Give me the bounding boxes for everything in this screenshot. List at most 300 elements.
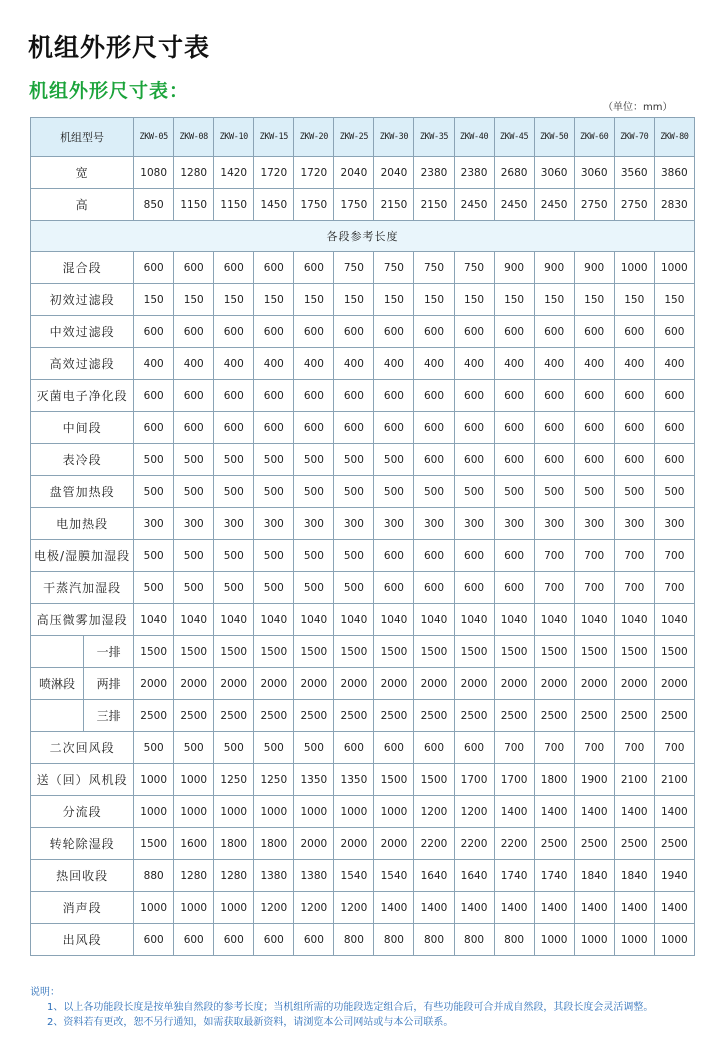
table-cell: 2000 xyxy=(614,668,654,700)
table-cell: 600 xyxy=(454,444,494,476)
spray-sub-label: 一排 xyxy=(96,645,121,659)
table-cell: 1200 xyxy=(414,796,454,828)
table-cell: 700 xyxy=(654,540,694,572)
model-column-header: ZKW-25 xyxy=(334,118,374,157)
table-cell: 1040 xyxy=(494,604,534,636)
table-cell: 300 xyxy=(214,508,254,540)
table-cell: 600 xyxy=(614,412,654,444)
table-cell: 600 xyxy=(654,380,694,412)
model-header-label: 机组型号 xyxy=(31,118,134,157)
table-cell: 400 xyxy=(574,348,614,380)
table-cell: 150 xyxy=(534,284,574,316)
table-row xyxy=(31,444,695,476)
table-cell: 2500 xyxy=(214,700,254,732)
table-cell: 3560 xyxy=(614,157,654,189)
table-cell: 1500 xyxy=(414,764,454,796)
table-cell: 300 xyxy=(294,508,334,540)
table-cell: 1400 xyxy=(574,796,614,828)
table-cell: 800 xyxy=(414,924,454,956)
row-label: 表冷段 xyxy=(31,444,134,476)
table-cell: 500 xyxy=(334,540,374,572)
table-cell: 1500 xyxy=(574,636,614,668)
table-cell: 900 xyxy=(494,252,534,284)
table-cell: 1380 xyxy=(254,860,294,892)
table-cell: 150 xyxy=(574,284,614,316)
table-cell: 1000 xyxy=(134,796,174,828)
table-row xyxy=(31,860,695,892)
table-cell: 500 xyxy=(134,572,174,604)
table-row xyxy=(31,828,695,860)
dimension-table xyxy=(30,117,695,956)
table-cell: 1200 xyxy=(454,796,494,828)
table-cell: 500 xyxy=(134,540,174,572)
table-cell: 1400 xyxy=(654,796,694,828)
table-cell: 600 xyxy=(494,572,534,604)
table-cell: 2500 xyxy=(134,700,174,732)
table-cell: 1420 xyxy=(214,157,254,189)
table-cell: 900 xyxy=(574,252,614,284)
table-row xyxy=(31,892,695,924)
table-cell: 1350 xyxy=(294,764,334,796)
table-cell: 400 xyxy=(654,348,694,380)
table-cell: 2500 xyxy=(454,700,494,732)
table-cell: 400 xyxy=(214,348,254,380)
table-cell: 2500 xyxy=(494,700,534,732)
table-cell: 750 xyxy=(414,252,454,284)
table-cell: 600 xyxy=(174,412,214,444)
table-cell: 500 xyxy=(174,476,214,508)
table-cell: 500 xyxy=(254,732,294,764)
table-cell: 700 xyxy=(534,732,574,764)
table-cell: 1500 xyxy=(294,636,334,668)
table-cell: 2000 xyxy=(374,828,414,860)
table-cell: 1080 xyxy=(134,157,174,189)
table-cell: 1500 xyxy=(414,636,454,668)
table-cell: 1350 xyxy=(334,764,374,796)
table-row xyxy=(31,157,695,189)
table-cell: 1400 xyxy=(414,892,454,924)
table-cell: 600 xyxy=(134,412,174,444)
table-cell: 600 xyxy=(414,732,454,764)
table-cell: 1150 xyxy=(174,189,214,221)
table-cell: 1500 xyxy=(174,636,214,668)
table-cell: 500 xyxy=(614,476,654,508)
table-cell: 1040 xyxy=(294,604,334,636)
table-cell: 2750 xyxy=(614,189,654,221)
table-row xyxy=(31,316,695,348)
table-cell: 700 xyxy=(654,732,694,764)
table-row xyxy=(31,412,695,444)
table-cell: 500 xyxy=(534,476,574,508)
table-cell: 300 xyxy=(574,508,614,540)
table-cell: 2200 xyxy=(414,828,454,860)
table-cell: 600 xyxy=(294,316,334,348)
table-cell: 800 xyxy=(494,924,534,956)
table-row xyxy=(31,476,695,508)
table-cell: 1720 xyxy=(294,157,334,189)
table-cell: 600 xyxy=(574,412,614,444)
table-cell: 2150 xyxy=(374,189,414,221)
model-column-header: ZKW-50 xyxy=(534,118,574,157)
table-cell: 300 xyxy=(494,508,534,540)
table-cell: 400 xyxy=(174,348,214,380)
table-cell: 300 xyxy=(654,508,694,540)
table-row xyxy=(31,732,695,764)
table-cell: 2100 xyxy=(654,764,694,796)
table-cell: 1500 xyxy=(254,636,294,668)
table-cell: 2500 xyxy=(374,700,414,732)
table-cell: 1500 xyxy=(134,828,174,860)
table-row xyxy=(31,924,695,956)
table-cell: 1000 xyxy=(214,892,254,924)
table-cell: 1500 xyxy=(494,636,534,668)
table-cell: 600 xyxy=(334,412,374,444)
table-cell: 1000 xyxy=(534,924,574,956)
table-cell: 600 xyxy=(254,316,294,348)
spray-sub-label: 两排 xyxy=(96,677,121,691)
table-cell: 1700 xyxy=(454,764,494,796)
table-cell: 400 xyxy=(134,348,174,380)
table-cell: 500 xyxy=(174,540,214,572)
table-cell: 1040 xyxy=(254,604,294,636)
table-cell: 750 xyxy=(374,252,414,284)
row-label: 热回收段 xyxy=(31,860,134,892)
table-cell: 500 xyxy=(294,732,334,764)
table-cell: 600 xyxy=(174,316,214,348)
table-cell: 1000 xyxy=(614,924,654,956)
notes xyxy=(30,985,702,1030)
table-cell: 600 xyxy=(254,924,294,956)
table-cell: 300 xyxy=(414,508,454,540)
table-cell: 700 xyxy=(654,572,694,604)
table-cell: 150 xyxy=(294,284,334,316)
table-cell: 600 xyxy=(494,380,534,412)
table-cell: 600 xyxy=(374,572,414,604)
table-cell: 600 xyxy=(614,380,654,412)
table-cell: 400 xyxy=(374,348,414,380)
table-cell: 1040 xyxy=(454,604,494,636)
table-cell: 1500 xyxy=(534,636,574,668)
model-column-header: ZKW-45 xyxy=(494,118,534,157)
table-cell: 700 xyxy=(614,572,654,604)
notes-heading: 说明： xyxy=(30,987,60,998)
table-cell: 500 xyxy=(654,476,694,508)
table-row xyxy=(31,380,695,412)
table-cell: 300 xyxy=(174,508,214,540)
row-label: 消声段 xyxy=(31,892,134,924)
table-cell: 2000 xyxy=(574,668,614,700)
table-cell: 500 xyxy=(334,572,374,604)
table-cell: 500 xyxy=(254,444,294,476)
model-column-header: ZKW-10 xyxy=(214,118,254,157)
table-cell: 1040 xyxy=(534,604,574,636)
table-cell: 2000 xyxy=(294,828,334,860)
table-cell: 1280 xyxy=(174,860,214,892)
table-cell: 600 xyxy=(254,380,294,412)
section-header-row xyxy=(31,221,695,252)
table-cell: 600 xyxy=(414,444,454,476)
table-cell: 1040 xyxy=(574,604,614,636)
table-cell: 1750 xyxy=(334,189,374,221)
table-cell: 600 xyxy=(294,412,334,444)
table-cell: 600 xyxy=(374,540,414,572)
model-column-header: ZKW-70 xyxy=(614,118,654,157)
table-cell: 2000 xyxy=(174,668,214,700)
table-cell: 2500 xyxy=(614,828,654,860)
table-cell: 300 xyxy=(334,508,374,540)
table-cell: 700 xyxy=(574,572,614,604)
table-cell: 600 xyxy=(334,380,374,412)
spray-group-label xyxy=(31,700,84,731)
table-cell: 2830 xyxy=(654,189,694,221)
table-cell: 2500 xyxy=(254,700,294,732)
table-cell: 500 xyxy=(214,540,254,572)
model-column-header: ZKW-20 xyxy=(294,118,334,157)
table-cell: 2500 xyxy=(654,828,694,860)
table-row xyxy=(31,668,695,700)
table-cell: 1540 xyxy=(334,860,374,892)
table-cell: 750 xyxy=(334,252,374,284)
table-cell: 1000 xyxy=(614,252,654,284)
table-cell: 2450 xyxy=(534,189,574,221)
table-cell: 600 xyxy=(414,412,454,444)
table-cell: 150 xyxy=(374,284,414,316)
table-cell: 900 xyxy=(534,252,574,284)
table-cell: 2500 xyxy=(654,700,694,732)
table-cell: 1400 xyxy=(494,796,534,828)
table-cell: 1720 xyxy=(254,157,294,189)
table-cell: 2500 xyxy=(334,700,374,732)
table-cell: 500 xyxy=(494,476,534,508)
table-cell: 1000 xyxy=(294,796,334,828)
table-cell: 1250 xyxy=(254,764,294,796)
table-cell: 150 xyxy=(494,284,534,316)
table-cell: 600 xyxy=(134,924,174,956)
table-cell: 600 xyxy=(654,444,694,476)
table-cell: 400 xyxy=(614,348,654,380)
spray-group-label xyxy=(31,636,84,667)
table-cell: 600 xyxy=(454,380,494,412)
row-label: 高效过滤段 xyxy=(31,348,134,380)
table-cell: 500 xyxy=(254,572,294,604)
table-cell: 600 xyxy=(134,316,174,348)
table-cell: 1400 xyxy=(614,796,654,828)
table-row xyxy=(31,540,695,572)
table-cell: 1450 xyxy=(254,189,294,221)
table-cell: 1640 xyxy=(414,860,454,892)
table-cell: 2500 xyxy=(294,700,334,732)
table-cell: 400 xyxy=(414,348,454,380)
note-item: 2、资料若有更改，恕不另行通知，如需获取最新资料，请浏览本公司网站或与本公司联系。 xyxy=(47,1017,454,1028)
table-cell: 1280 xyxy=(174,157,214,189)
table-cell: 2000 xyxy=(214,668,254,700)
table-cell: 1500 xyxy=(134,636,174,668)
table-cell: 500 xyxy=(214,444,254,476)
table-cell: 500 xyxy=(294,540,334,572)
table-cell: 600 xyxy=(414,540,454,572)
table-cell: 300 xyxy=(254,508,294,540)
table-cell: 400 xyxy=(334,348,374,380)
table-cell: 2000 xyxy=(254,668,294,700)
row-label: 灭菌电子净化段 xyxy=(31,380,134,412)
row-label: 高压微雾加湿段 xyxy=(31,604,134,636)
row-label: 电加热段 xyxy=(31,508,134,540)
spray-label-cell xyxy=(31,636,134,668)
table-cell: 600 xyxy=(214,380,254,412)
table-cell: 1380 xyxy=(294,860,334,892)
row-label: 干蒸汽加湿段 xyxy=(31,572,134,604)
table-cell: 600 xyxy=(654,412,694,444)
table-cell: 2500 xyxy=(534,700,574,732)
table-cell: 1040 xyxy=(614,604,654,636)
table-cell: 1200 xyxy=(334,892,374,924)
section-title: 机组外形尺寸表： xyxy=(29,80,190,102)
table-cell: 2000 xyxy=(334,668,374,700)
table-cell: 150 xyxy=(134,284,174,316)
table-cell: 1940 xyxy=(654,860,694,892)
table-cell: 1600 xyxy=(174,828,214,860)
table-cell: 600 xyxy=(174,380,214,412)
row-label: 二次回风段 xyxy=(31,732,134,764)
table-cell: 1000 xyxy=(174,796,214,828)
table-row xyxy=(31,284,695,316)
table-cell: 1280 xyxy=(214,860,254,892)
table-cell: 1400 xyxy=(534,892,574,924)
table-cell: 600 xyxy=(654,316,694,348)
table-cell: 2000 xyxy=(134,668,174,700)
table-cell: 600 xyxy=(254,412,294,444)
table-cell: 850 xyxy=(134,189,174,221)
table-cell: 2450 xyxy=(494,189,534,221)
table-cell: 400 xyxy=(454,348,494,380)
table-cell: 600 xyxy=(334,732,374,764)
table-cell: 300 xyxy=(534,508,574,540)
table-cell: 600 xyxy=(454,412,494,444)
table-cell: 1400 xyxy=(574,892,614,924)
table-cell: 2450 xyxy=(454,189,494,221)
row-label: 分流段 xyxy=(31,796,134,828)
table-cell: 600 xyxy=(574,316,614,348)
table-cell: 2000 xyxy=(494,668,534,700)
table-row xyxy=(31,604,695,636)
table-cell: 150 xyxy=(174,284,214,316)
row-label: 盘管加热段 xyxy=(31,476,134,508)
table-cell: 700 xyxy=(614,540,654,572)
table-cell: 500 xyxy=(174,572,214,604)
table-cell: 500 xyxy=(294,572,334,604)
table-cell: 150 xyxy=(454,284,494,316)
table-cell: 600 xyxy=(574,444,614,476)
table-cell: 600 xyxy=(454,540,494,572)
table-cell: 600 xyxy=(174,252,214,284)
table-cell: 1000 xyxy=(374,796,414,828)
table-cell: 150 xyxy=(414,284,454,316)
model-column-header: ZKW-15 xyxy=(254,118,294,157)
table-cell: 600 xyxy=(454,732,494,764)
table-cell: 600 xyxy=(534,380,574,412)
table-cell: 1000 xyxy=(654,924,694,956)
table-cell: 600 xyxy=(494,444,534,476)
table-cell: 150 xyxy=(334,284,374,316)
row-label: 出风段 xyxy=(31,924,134,956)
table-cell: 2750 xyxy=(574,189,614,221)
table-cell: 600 xyxy=(534,444,574,476)
table-cell: 500 xyxy=(414,476,454,508)
table-cell: 800 xyxy=(334,924,374,956)
table-cell: 1040 xyxy=(174,604,214,636)
table-cell: 150 xyxy=(214,284,254,316)
page-title: 机组外形尺寸表 xyxy=(28,33,211,62)
table-cell: 600 xyxy=(414,316,454,348)
model-column-header: ZKW-40 xyxy=(454,118,494,157)
table-cell: 600 xyxy=(374,732,414,764)
table-cell: 1040 xyxy=(214,604,254,636)
table-cell: 1500 xyxy=(454,636,494,668)
table-cell: 1000 xyxy=(174,892,214,924)
table-row xyxy=(31,348,695,380)
table-cell: 1040 xyxy=(414,604,454,636)
table-cell: 800 xyxy=(374,924,414,956)
table-cell: 1000 xyxy=(174,764,214,796)
table-cell: 1000 xyxy=(654,252,694,284)
table-cell: 1500 xyxy=(214,636,254,668)
table-cell: 600 xyxy=(134,252,174,284)
unit-note: （单位：mm） xyxy=(603,102,673,113)
table-cell: 150 xyxy=(614,284,654,316)
model-column-header: ZKW-08 xyxy=(174,118,214,157)
table-row xyxy=(31,636,695,668)
table-cell: 2000 xyxy=(654,668,694,700)
table-cell: 150 xyxy=(654,284,694,316)
table-cell: 2100 xyxy=(614,764,654,796)
row-label: 宽 xyxy=(31,157,134,189)
table-cell: 2150 xyxy=(414,189,454,221)
table-cell: 600 xyxy=(254,252,294,284)
table-cell: 2680 xyxy=(494,157,534,189)
row-label: 电极/湿膜加湿段 xyxy=(31,540,134,572)
table-cell: 600 xyxy=(614,444,654,476)
table-cell: 1400 xyxy=(374,892,414,924)
table-cell: 2380 xyxy=(414,157,454,189)
table-cell: 1500 xyxy=(654,636,694,668)
table-cell: 700 xyxy=(574,732,614,764)
table-cell: 600 xyxy=(214,252,254,284)
table-cell: 1000 xyxy=(334,796,374,828)
table-cell: 500 xyxy=(174,732,214,764)
row-label: 初效过滤段 xyxy=(31,284,134,316)
table-cell: 500 xyxy=(254,540,294,572)
table-cell: 2500 xyxy=(534,828,574,860)
row-label: 中效过滤段 xyxy=(31,316,134,348)
table-cell: 1000 xyxy=(214,796,254,828)
table-cell: 2000 xyxy=(414,668,454,700)
table-cell: 500 xyxy=(214,732,254,764)
table-cell: 3060 xyxy=(534,157,574,189)
table-cell: 500 xyxy=(134,732,174,764)
table-cell: 600 xyxy=(374,316,414,348)
table-cell: 400 xyxy=(254,348,294,380)
table-cell: 600 xyxy=(454,572,494,604)
table-cell: 2200 xyxy=(454,828,494,860)
table-cell: 1250 xyxy=(214,764,254,796)
table-cell: 1800 xyxy=(254,828,294,860)
table-cell: 2200 xyxy=(494,828,534,860)
table-row xyxy=(31,508,695,540)
table-cell: 2500 xyxy=(574,700,614,732)
table-cell: 1500 xyxy=(614,636,654,668)
spray-label-cell xyxy=(31,668,134,700)
table-cell: 500 xyxy=(334,444,374,476)
